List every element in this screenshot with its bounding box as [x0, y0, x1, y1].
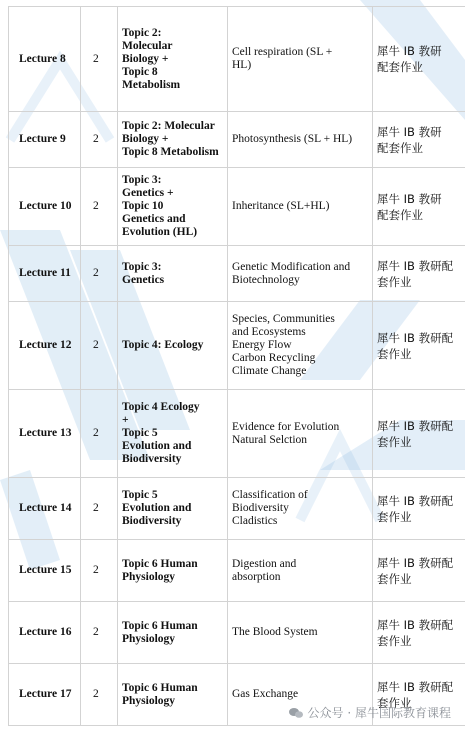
material-cell-line: 套作业: [377, 695, 412, 710]
lecture-cell: Lecture 17: [9, 664, 81, 726]
material-cell-line: 配套作业: [377, 207, 423, 222]
footer-watermark: [289, 704, 451, 721]
material-cell-line: 犀牛 IB 教研: [377, 124, 442, 139]
topic-cell-line: Topic 5: [122, 427, 158, 439]
topic-cell-line: Evolution (HL): [122, 226, 198, 238]
hours-cell: 2: [81, 664, 118, 726]
topic-cell-line: Physiology: [122, 570, 176, 583]
content-cell-line: Natural Selction: [232, 433, 308, 446]
topic-cell-line: Biology +: [122, 133, 169, 145]
schedule-body: [9, 7, 465, 726]
content-cell-line: Cell respiration (SL +: [232, 46, 333, 58]
table-row: [9, 168, 465, 246]
material-cell: [373, 168, 465, 246]
table-row: [9, 302, 465, 390]
material-cell: [373, 112, 465, 168]
wechat-icon: [289, 707, 303, 719]
hours-cell: 2: [81, 7, 118, 112]
topic-cell-line: Genetics: [122, 273, 165, 286]
hours-cell: 2: [81, 540, 118, 602]
topic-cell: [118, 390, 228, 478]
topic-cell: [118, 7, 228, 112]
content-cell-line: absorption: [232, 570, 281, 583]
material-cell-line: 犀牛 IB 教研配: [377, 493, 454, 508]
topic-cell-line: Molecular: [122, 39, 173, 52]
content-cell: [228, 540, 373, 602]
content-cell-line: Evidence for Evolution: [232, 420, 340, 433]
topic-cell-line: Topic 2:: [122, 26, 162, 39]
material-cell-line: 犀牛 IB 教研: [377, 191, 442, 206]
material-cell-line: 配套作业: [377, 60, 423, 74]
material-cell-line: 套作业: [377, 274, 412, 289]
hours-cell: 2: [81, 112, 118, 168]
hours-cell: 2: [81, 478, 118, 540]
table-row: [9, 390, 465, 478]
hours-cell: 2: [81, 246, 118, 302]
material-cell-line: 犀牛 IB 教研配: [377, 617, 454, 632]
topic-cell-line: Topic 6 Human: [122, 619, 198, 632]
topic-cell: [118, 602, 228, 664]
content-cell-line: Energy Flow: [232, 339, 292, 351]
material-cell: [373, 390, 465, 478]
content-cell-line: Inheritance (SL+HL): [232, 200, 330, 212]
topic-cell: [118, 540, 228, 602]
material-cell-line: 犀牛 IB 教研配: [377, 330, 454, 345]
lecture-cell: Lecture 8: [9, 7, 81, 112]
topic-cell: [118, 168, 228, 246]
hours-cell: 2: [81, 168, 118, 246]
topic-cell-line: Biodiversity: [122, 453, 182, 465]
content-cell: [228, 7, 373, 112]
content-cell-line: and Ecosystems: [232, 326, 306, 338]
topic-cell-line: Genetics +: [122, 187, 174, 199]
lecture-cell: Lecture 10: [9, 168, 81, 246]
material-cell-line: 配套作业: [377, 140, 423, 155]
table-row: [9, 478, 465, 540]
material-cell: [373, 478, 465, 540]
content-cell-line: Cladistics: [232, 515, 278, 527]
topic-cell-line: Evolution and: [122, 502, 192, 514]
topic-cell: [118, 478, 228, 540]
topic-cell-line: Physiology: [122, 632, 176, 645]
content-cell-line: Biotechnology: [232, 273, 300, 286]
course-schedule-table: [8, 6, 465, 726]
material-cell-line: 犀牛 IB 教研配: [377, 258, 454, 273]
table-row: [9, 112, 465, 168]
table-row: [9, 602, 465, 664]
content-cell: [228, 168, 373, 246]
content-cell: [228, 112, 373, 168]
content-cell: [228, 390, 373, 478]
hours-cell: 2: [81, 602, 118, 664]
topic-cell-line: Topic 2: Molecular: [122, 120, 215, 132]
content-cell-line: The Blood System: [232, 626, 318, 638]
content-cell-line: Photosynthesis (SL + HL): [232, 133, 353, 145]
material-cell-line: 套作业: [377, 434, 412, 449]
material-cell-line: 套作业: [377, 571, 412, 586]
material-cell-line: 套作业: [377, 633, 412, 648]
topic-cell-line: Topic 4 Ecology: [122, 401, 200, 413]
lecture-cell: Lecture 9: [9, 112, 81, 168]
lecture-cell: Lecture 12: [9, 302, 81, 390]
material-cell: [373, 540, 465, 602]
topic-cell-line: Biology +: [122, 52, 169, 65]
content-cell: [228, 246, 373, 302]
table-row: [9, 246, 465, 302]
material-cell: [373, 246, 465, 302]
topic-cell-line: Topic 6 Human: [122, 557, 198, 570]
material-cell-line: 套作业: [377, 346, 412, 361]
table-row: [9, 7, 465, 112]
material-cell-line: 犀牛 IB 教研配: [377, 555, 454, 570]
topic-cell-line: Topic 3:: [122, 174, 162, 186]
material-cell: [373, 602, 465, 664]
content-cell: [228, 478, 373, 540]
topic-cell-line: Topic 6 Human: [122, 681, 198, 694]
content-cell-line: HL): [232, 59, 252, 71]
topic-cell-line: Topic 10: [122, 200, 164, 212]
lecture-cell: Lecture 16: [9, 602, 81, 664]
content-cell: [228, 602, 373, 664]
topic-cell-line: Topic 4: Ecology: [122, 339, 204, 351]
content-cell-line: Classification of: [232, 489, 308, 501]
material-cell: [373, 302, 465, 390]
topic-cell-line: Metabolism: [122, 78, 181, 91]
content-cell-line: Genetic Modification and: [232, 260, 351, 273]
topic-cell-line: Topic 8: [122, 65, 158, 78]
topic-cell-line: Topic 3:: [122, 260, 162, 273]
lecture-cell: Lecture 14: [9, 478, 81, 540]
content-cell-line: Species, Communities: [232, 313, 335, 325]
hours-cell: 2: [81, 390, 118, 478]
topic-cell-line: Genetics and: [122, 213, 186, 225]
material-cell: [373, 7, 465, 112]
content-cell-line: Climate Change: [232, 365, 307, 377]
material-cell-line: 套作业: [377, 509, 412, 524]
content-cell-line: Digestion and: [232, 557, 297, 570]
table-row: [9, 540, 465, 602]
material-cell-line: 犀牛 IB 教研: [377, 44, 442, 58]
lecture-cell: Lecture 13: [9, 390, 81, 478]
lecture-cell: Lecture 15: [9, 540, 81, 602]
content-cell-line: Carbon Recycling: [232, 352, 316, 364]
content-cell-line: Gas Exchange: [232, 688, 299, 700]
topic-cell-line: Evolution and: [122, 440, 192, 452]
topic-cell-line: Topic 8 Metabolism: [122, 146, 219, 158]
topic-cell-line: Physiology: [122, 694, 176, 707]
topic-cell: [118, 302, 228, 390]
topic-cell-line: +: [122, 414, 129, 426]
topic-cell-line: Biodiversity: [122, 515, 182, 527]
topic-cell-line: Topic 5: [122, 489, 158, 501]
lecture-cell: Lecture 11: [9, 246, 81, 302]
material-cell-line: 犀牛 IB 教研配: [377, 418, 454, 433]
content-cell-line: Biodiversity: [232, 502, 289, 514]
topic-cell: [118, 664, 228, 726]
topic-cell: [118, 246, 228, 302]
content-cell: [228, 302, 373, 390]
topic-cell: [118, 112, 228, 168]
material-cell-line: 犀牛 IB 教研配: [377, 679, 454, 694]
footer-text: 公众号 · 犀牛国际教育课程: [307, 706, 451, 720]
hours-cell: 2: [81, 302, 118, 390]
